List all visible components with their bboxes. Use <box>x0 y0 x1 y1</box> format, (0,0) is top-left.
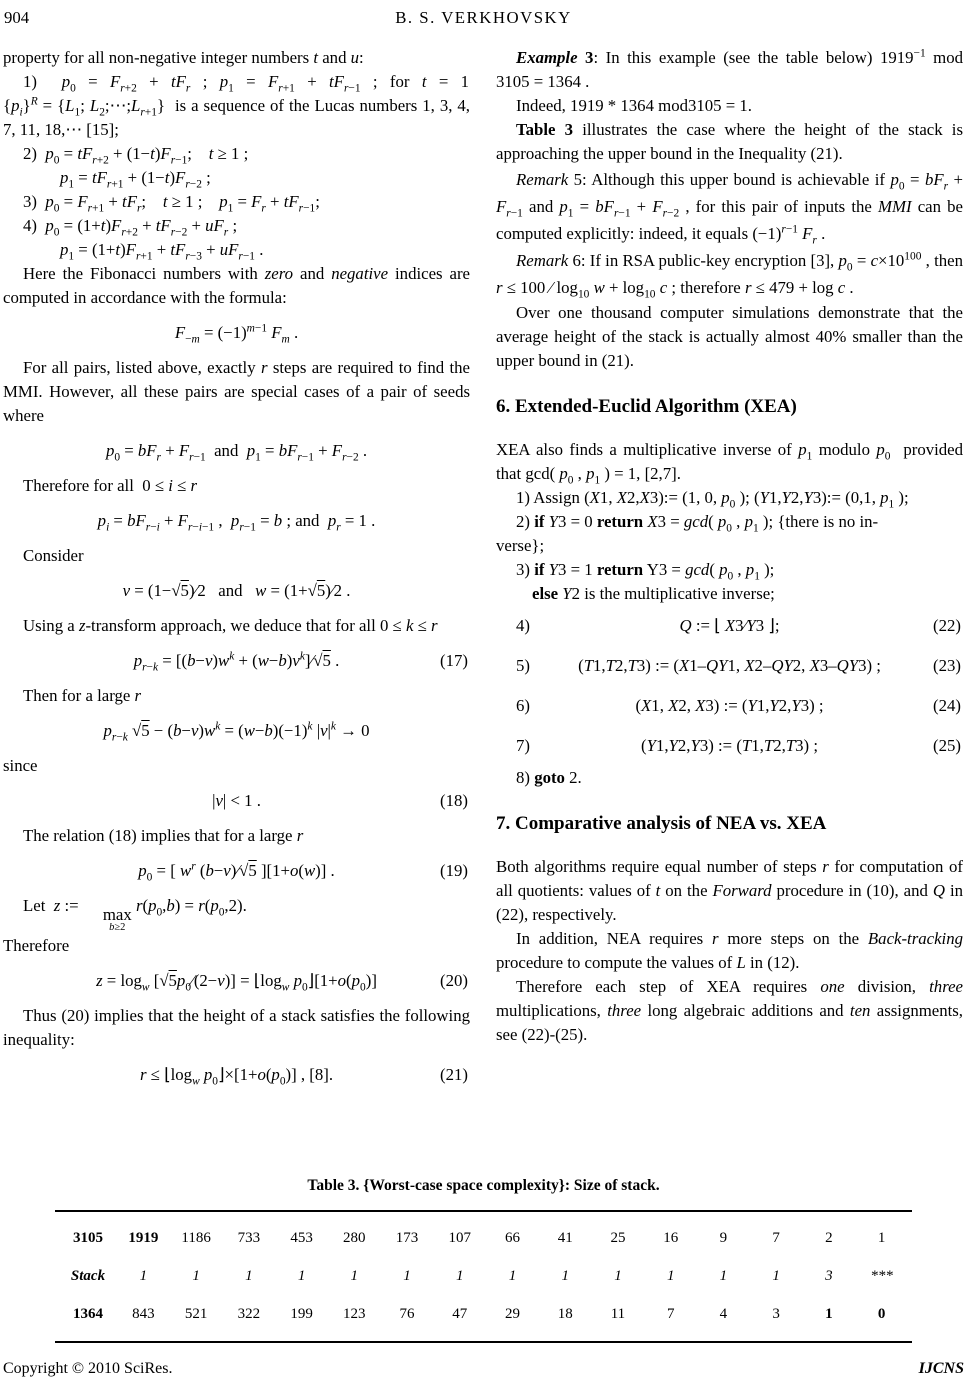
table-cell: 123 <box>343 1306 366 1322</box>
equation-body: (Y1,Y2,Y3) := (T1,T2,T3) ; <box>641 736 818 755</box>
pair-case-2-line-1: 2) $p_0 = tF_{r+2} + (1-t)F_{r-1}$; t ≥ 1 ; <box>23 144 249 167</box>
algorithm-step-8: 8) goto 2. <box>516 768 582 787</box>
table-cell: 1 <box>825 1306 833 1322</box>
equation-body: $p_0$ = [ $w^r$ (b−v)∕√5 ][1+o(w)] . <box>138 860 335 884</box>
equation-step-label: 6) <box>516 696 530 715</box>
algorithm-step-3: 3) if Y3 = 1 return Y3 = gcd( $p_0$ , $p_1$ ); <box>516 560 775 583</box>
left-column <box>3 46 470 1196</box>
fibonacci-negative-paragraph: Here the Fibonacci numbers with zero and negative indices are computed in accordance with the formula: <box>3 264 470 307</box>
running-title: B. S. VERKHOVSKY <box>395 8 572 27</box>
table-cell: 1 <box>719 1268 728 1284</box>
remark-5-paragraph: Remark 5: Although this upper bound is achievable if $p_0 = bF_r + F_{r-1}$ and $p_1 = bF_{r-1} + F_{r-2}$ , for this pair of inputs the MMI can be computed explicitly: indeed, it equals $(-1)^{r-1}$ $F_r$ . <box>496 170 963 247</box>
table-cell: 47 <box>452 1306 468 1322</box>
page-footer <box>3 1360 964 1378</box>
equation-body: $p_i = bF_{r-i} + F_{r-i-1}$ , $p_{r-1} = b$ ; and $p_r = 1$ . <box>97 511 376 534</box>
table-row-1 <box>59 1219 908 1257</box>
equation-24 <box>496 686 963 726</box>
table-cell: 1 <box>561 1268 569 1284</box>
table-cell: 1 <box>456 1268 464 1284</box>
comparison-paragraph-1: Both algorithms require equal number of steps r for computation of all quotients: values of t on the Forward procedure in (10), and Q in (22), respectively. <box>496 857 963 924</box>
equation-number: (22) <box>933 616 961 635</box>
copyright-notice: Copyright © 2010 SciRes. <box>3 1360 173 1377</box>
two-column-body <box>3 46 964 1196</box>
pair-case-1-continuation: $\{p_i\}^R = \{L_1$; $L_2;\cdots;L_{r+1}$} is a sequence of the Lucas numbers 1, 3, 4, 7, 11, 18,⋯ [15]; <box>3 95 470 139</box>
consider-line: Consider <box>23 546 84 565</box>
remark-6-paragraph: Remark 6: If in RSA public-key encryption [3], $p_0 = c\times 10^{100}$ , then r ≤ 100 ∕ $\log_{10} w + \log_{10} c$ ; therefore r ≤ 479 + log c . <box>496 250 964 301</box>
simulations-paragraph: Over one thousand computer simulations demonstrate that the average height of the stack is actually almost 40% smaller than the upper bound in (21). <box>496 303 963 370</box>
indeed-line: Indeed, 1919 * 1364 mod3105 = 1. <box>516 96 752 115</box>
equation-22 <box>496 606 963 646</box>
pair-case-1-line-1: 1) $p_0 = F_{r+2} + tF_r$ ; $p_1 = F_{r+1} + tF_{r-1}$ ; for t = 1 <box>23 72 470 95</box>
equation-number: (24) <box>933 696 961 715</box>
journal-abbreviation: IJCNS <box>918 1360 964 1377</box>
since-line: since <box>3 756 38 775</box>
table-cell: 25 <box>610 1230 626 1246</box>
table-cell: 7 <box>666 1306 675 1322</box>
equation-v-w <box>3 568 470 614</box>
table-cell: 0 <box>877 1306 886 1322</box>
xea-intro-paragraph: XEA also finds a multiplicative inverse of $p_1$ modulo $p_0$ provided that gcd( $p_0$ , $p_1$ ) = 1, [2,7]. <box>496 440 963 487</box>
comparison-paragraph-2: In addition, NEA requires r more steps on the Back-tracking procedure to compute the values of L in (12). <box>496 929 963 972</box>
equation-pi <box>3 498 470 544</box>
table-cell: 733 <box>237 1230 261 1246</box>
equation-body: v = (1−√5)∕2 and w = (1+√5)∕2 . <box>122 581 351 600</box>
equation-number: (25) <box>933 736 961 755</box>
table-cell: 1 <box>614 1268 622 1284</box>
equation-body: (T1,T2,T3) := (X1–QY1, X2–QY2, X3–QY3) ; <box>578 656 881 675</box>
table-3-caption: Table 3. {Worst-case space complexity}: Size of stack. <box>307 1177 660 1194</box>
table-cell: 2 <box>825 1230 833 1246</box>
equation-step-label: 5) <box>516 656 530 675</box>
section-heading-6: 6. Extended-Euclid Algorithm (XEA) <box>496 396 797 417</box>
table-cell: 1 <box>350 1268 359 1284</box>
table-cell: 1 <box>403 1268 411 1284</box>
table-cell: *** <box>870 1268 893 1284</box>
table-cell: 3 <box>825 1268 833 1284</box>
table-row-3 <box>59 1295 908 1333</box>
equation-18 <box>3 778 470 824</box>
table-cell: 41 <box>557 1230 573 1246</box>
equation-number: (20) <box>440 971 468 990</box>
equation-negative-index <box>3 310 470 356</box>
then-large-r-line: Then for a large r <box>23 686 142 705</box>
table-cell: 1 <box>139 1268 148 1284</box>
comparison-paragraph-3: Therefore each step of XEA requires one division, three multiplications, three long algebraic additions and ten assignments, see (22)-(25). <box>496 977 964 1044</box>
equation-20 <box>3 958 470 1004</box>
table-cell: 280 <box>343 1230 366 1246</box>
table-cell: 843 <box>132 1306 155 1322</box>
equation-body: Q := ⌊ X3∕Y3 ⌋; <box>679 616 780 635</box>
table-cell: 66 <box>504 1230 520 1246</box>
equation-body: $r \le ⌊\log_w$ $p_0⌋\times[1+o(p_0)]$ , [8]. <box>139 1065 334 1088</box>
table-cell: 9 <box>719 1230 728 1246</box>
pair-case-3: 3) $p_0 = F_{r+1} + tF_r$; t ≥ 1 ; $p_1 = F_r + tF_{r-1}$; <box>23 192 320 215</box>
equation-23 <box>496 646 963 686</box>
table-row-2 <box>59 1257 908 1295</box>
example-3-paragraph: Example 3: In this example (see the table below) $1919^{-1}$ mod 3105 = 1364 . <box>496 47 963 91</box>
equation-body: $p_0 = bF_r + F_{r-1}$ and $p_1 = bF_{r-1} + F_{r-2}$ . <box>105 441 368 464</box>
table-3-section <box>3 1176 964 1343</box>
equation-number: (17) <box>440 651 468 670</box>
equation-17 <box>3 638 470 684</box>
table-cell: 7 <box>772 1230 780 1246</box>
equation-body: $p_{r-k}$ $√5 - (b-v)w^k = (w-b)(-1)^k$ $|v|^k \to 0$ <box>103 720 370 744</box>
equation-body: $z = \log_w$ $[√5p_0∕(2-v)]$ = $⌊\log_w$ $p_0⌋[1+o(p_0)]$ <box>96 971 377 994</box>
table-cell: 3 <box>772 1306 780 1322</box>
table-cell: 11 <box>610 1306 626 1322</box>
page-number: 904 <box>4 8 30 27</box>
table-cell: 521 <box>184 1306 208 1322</box>
equation-number: (21) <box>440 1065 468 1084</box>
algorithm-step-2: 2) if Y3 = 0 return X3 = gcd( $p_0$ , $p_1$ ); {there is no in- verse}; <box>496 512 879 555</box>
table-cell: 4 <box>719 1306 728 1322</box>
z-transform-paragraph: Using a z-transform approach, we deduce that for all 0 ≤ k ≤ r <box>23 616 438 635</box>
table-cell: 1 <box>877 1230 886 1246</box>
table-cell: 18 <box>557 1306 573 1322</box>
algorithm-step-1: 1) Assign (X1, X2,X3):= (1, 0, $p_0$ ); (Y1,Y2,Y3):= (0,1, $p_1$ ); <box>516 488 909 511</box>
table-cell: 322 <box>237 1306 261 1322</box>
thus-paragraph: Thus (20) implies that the height of a stack satisfies the following inequality: <box>3 1006 470 1049</box>
equation-step-label: 4) <box>516 616 530 635</box>
pair-case-2-line-2: $p_1 = tF_{r+1} + (1-t)F_{r-2}$ ; <box>60 168 211 191</box>
table-cell: 1364 <box>73 1306 103 1322</box>
section-heading-7: 7. Comparative analysis of NEA vs. XEA <box>496 813 827 834</box>
table-cell: 1186 <box>181 1230 211 1246</box>
equation-limit <box>3 708 470 754</box>
table-3-grid <box>55 1210 912 1343</box>
table-cell: 3105 <box>73 1230 103 1246</box>
equation-body: |v| < 1 . <box>212 791 261 810</box>
intro-paragraph: property for all non-negative integer numbers t and u: <box>3 48 364 67</box>
table-cell: 1 <box>245 1268 253 1284</box>
right-column <box>496 46 963 1196</box>
table-cell: 1919 <box>128 1230 159 1246</box>
table-cell: 453 <box>290 1230 313 1246</box>
table-cell: 29 <box>504 1306 520 1322</box>
equation-body: (X1, X2, X3) := (Y1,Y2,Y3) ; <box>635 696 824 715</box>
equation-seeds <box>3 428 470 474</box>
table-cell: 76 <box>399 1306 415 1322</box>
table-cell: 1 <box>297 1268 306 1284</box>
algorithm-step-3-else: else Y2 is the multiplicative inverse; <box>532 584 775 603</box>
all-pairs-paragraph: For all pairs, listed above, exactly r steps are required to find the MMI. However, all these pairs are special cases of a pair of seeds where <box>3 358 470 425</box>
equation-body: $F_{-m} = (-1)^{m-1}$ $F_m$ . <box>174 322 299 346</box>
let-z-paragraph: Let z := max b≥2 $r(p_0,b) = r(p_0,2)$. Therefore <box>3 896 247 955</box>
equation-25 <box>496 726 963 766</box>
equation-19 <box>3 848 470 894</box>
table-cell: Stack <box>70 1268 106 1284</box>
table-cell: 199 <box>290 1306 313 1322</box>
table-cell: 1 <box>192 1268 200 1284</box>
equation-21 <box>3 1052 470 1098</box>
pair-case-4-line-1: 4) $p_0 = (1+t)F_{r+2} + tF_{r-2} + uF_r$ ; <box>23 216 238 239</box>
table-cell: 1 <box>508 1268 517 1284</box>
equation-number: (23) <box>933 656 961 675</box>
equation-body: $p_{r-k} = [(b-v)w^k$ + $(w-b)v^k]∕√5$ . <box>133 650 340 674</box>
table-cell: 173 <box>395 1230 419 1246</box>
relation-18-paragraph: The relation (18) implies that for a large r <box>23 826 304 845</box>
pair-case-4-line-2: $p_1 = (1+t)F_{r+1} + tF_{r-3} + uF_{r-1}$ . <box>60 240 264 263</box>
table-3-paragraph: Table 3 illustrates the case where the height of the stack is approaching the upper bound in the Inequality (21). <box>496 120 963 163</box>
table-cell: 16 <box>663 1230 679 1246</box>
table-cell: 107 <box>448 1230 471 1246</box>
equation-step-label: 7) <box>516 736 530 755</box>
page-header <box>3 8 964 46</box>
therefore-for-all-line: Therefore for all 0 ≤ i ≤ r <box>23 476 198 495</box>
equation-number: (18) <box>440 791 468 810</box>
equation-number: (19) <box>440 861 468 880</box>
table-cell: 1 <box>666 1268 675 1284</box>
table-cell: 1 <box>772 1268 780 1284</box>
